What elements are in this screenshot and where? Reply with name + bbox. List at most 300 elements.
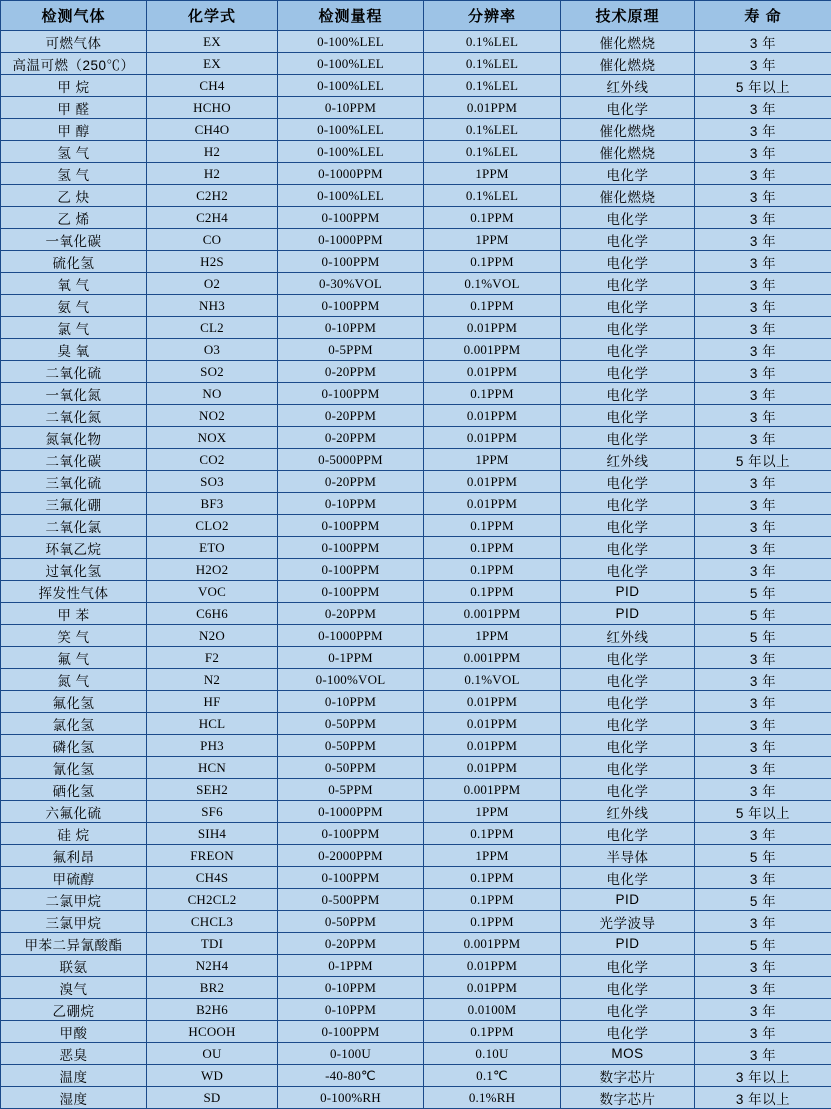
cell-resolution: 0.001PPM	[424, 339, 561, 361]
cell-resolution: 0.001PPM	[424, 779, 561, 801]
cell-lifetime: 3 年	[695, 273, 831, 295]
cell-resolution: 0.01PPM	[424, 713, 561, 735]
cell-lifetime: 3 年	[695, 185, 831, 207]
table-row	[1, 229, 831, 251]
cell-chemical-formula: HCN	[147, 757, 278, 779]
cell-detection-range: 0-100%LEL	[278, 185, 424, 207]
cell-resolution: 0.1PPM	[424, 537, 561, 559]
cell-chemical-formula: ETO	[147, 537, 278, 559]
cell-resolution: 0.1PPM	[424, 251, 561, 273]
table-row	[1, 361, 831, 383]
cell-lifetime: 5 年以上	[695, 801, 831, 823]
cell-detection-range: 0-1PPM	[278, 647, 424, 669]
table-row	[1, 405, 831, 427]
cell-chemical-formula: CHCL3	[147, 911, 278, 933]
cell-chemical-formula: OU	[147, 1043, 278, 1065]
cell-lifetime: 3 年	[695, 1043, 831, 1065]
cell-technical-principle: 红外线	[561, 801, 695, 823]
cell-technical-principle: 半导体	[561, 845, 695, 867]
cell-technical-principle: 催化燃烧	[561, 119, 695, 141]
table-row	[1, 1021, 831, 1043]
cell-chemical-formula: C6H6	[147, 603, 278, 625]
table-header	[1, 1, 831, 31]
cell-detection-range: 0-20PPM	[278, 427, 424, 449]
cell-technical-principle: 电化学	[561, 999, 695, 1021]
cell-lifetime: 3 年	[695, 647, 831, 669]
cell-lifetime: 3 年	[695, 911, 831, 933]
cell-resolution: 0.01PPM	[424, 955, 561, 977]
cell-resolution: 0.1PPM	[424, 383, 561, 405]
cell-detection-range: 0-100%LEL	[278, 31, 424, 53]
cell-lifetime: 3 年	[695, 31, 831, 53]
cell-chemical-formula: CLO2	[147, 515, 278, 537]
cell-detection-range: 0-100PPM	[278, 559, 424, 581]
table-row	[1, 75, 831, 97]
cell-detection-range: 0-50PPM	[278, 735, 424, 757]
cell-resolution: 0.1%LEL	[424, 119, 561, 141]
cell-resolution: 0.0100M	[424, 999, 561, 1021]
cell-technical-principle: PID	[561, 603, 695, 625]
cell-chemical-formula: H2	[147, 163, 278, 185]
cell-technical-principle: PID	[561, 581, 695, 603]
cell-lifetime: 3 年	[695, 691, 831, 713]
cell-chemical-formula: VOC	[147, 581, 278, 603]
cell-detection-range: 0-100%LEL	[278, 141, 424, 163]
cell-chemical-formula: WD	[147, 1065, 278, 1087]
cell-chemical-formula: SIH4	[147, 823, 278, 845]
cell-detection-range: 0-20PPM	[278, 471, 424, 493]
table-row	[1, 273, 831, 295]
table-row	[1, 845, 831, 867]
cell-resolution: 0.01PPM	[424, 471, 561, 493]
cell-detection-range: 0-100PPM	[278, 515, 424, 537]
cell-chemical-formula: CH4S	[147, 867, 278, 889]
cell-detection-range: 0-500PPM	[278, 889, 424, 911]
cell-lifetime: 3 年	[695, 779, 831, 801]
cell-gas-name: 温度	[1, 1065, 147, 1087]
cell-technical-principle: 电化学	[561, 1021, 695, 1043]
cell-lifetime: 3 年	[695, 757, 831, 779]
cell-detection-range: 0-5PPM	[278, 339, 424, 361]
cell-chemical-formula: C2H4	[147, 207, 278, 229]
cell-resolution: 0.01PPM	[424, 427, 561, 449]
cell-detection-range: 0-100PPM	[278, 1021, 424, 1043]
cell-detection-range: 0-10PPM	[278, 691, 424, 713]
cell-technical-principle: 催化燃烧	[561, 53, 695, 75]
cell-gas-name: 甲 醇	[1, 119, 147, 141]
cell-technical-principle: 电化学	[561, 669, 695, 691]
cell-lifetime: 3 年	[695, 339, 831, 361]
cell-detection-range: -40-80℃	[278, 1065, 424, 1087]
cell-technical-principle: 电化学	[561, 427, 695, 449]
cell-detection-range: 0-100PPM	[278, 823, 424, 845]
table-row	[1, 383, 831, 405]
cell-technical-principle: 电化学	[561, 361, 695, 383]
cell-lifetime: 3 年	[695, 867, 831, 889]
cell-detection-range: 0-100PPM	[278, 867, 424, 889]
cell-resolution: 0.01PPM	[424, 97, 561, 119]
table-row	[1, 141, 831, 163]
cell-chemical-formula: HCOOH	[147, 1021, 278, 1043]
cell-detection-range: 0-100%VOL	[278, 669, 424, 691]
cell-detection-range: 0-1PPM	[278, 955, 424, 977]
cell-technical-principle: PID	[561, 889, 695, 911]
cell-detection-range: 0-20PPM	[278, 405, 424, 427]
cell-chemical-formula: NOX	[147, 427, 278, 449]
cell-gas-name: 乙 烯	[1, 207, 147, 229]
cell-resolution: 0.1℃	[424, 1065, 561, 1087]
cell-chemical-formula: CL2	[147, 317, 278, 339]
cell-gas-name: 三氧化硫	[1, 471, 147, 493]
cell-technical-principle: 电化学	[561, 691, 695, 713]
cell-detection-range: 0-100PPM	[278, 207, 424, 229]
cell-gas-name: 氯 气	[1, 317, 147, 339]
cell-detection-range: 0-5PPM	[278, 779, 424, 801]
table-row	[1, 207, 831, 229]
cell-detection-range: 0-100PPM	[278, 251, 424, 273]
cell-chemical-formula: SD	[147, 1087, 278, 1109]
cell-gas-name: 氨 气	[1, 295, 147, 317]
cell-chemical-formula: O3	[147, 339, 278, 361]
cell-resolution: 0.01PPM	[424, 757, 561, 779]
cell-lifetime: 3 年	[695, 317, 831, 339]
table-row	[1, 625, 831, 647]
cell-technical-principle: 电化学	[561, 229, 695, 251]
cell-lifetime: 3 年	[695, 141, 831, 163]
cell-gas-name: 笑 气	[1, 625, 147, 647]
cell-technical-principle: 电化学	[561, 317, 695, 339]
cell-resolution: 0.1PPM	[424, 1021, 561, 1043]
cell-detection-range: 0-10PPM	[278, 999, 424, 1021]
cell-technical-principle: 电化学	[561, 823, 695, 845]
cell-technical-principle: 电化学	[561, 955, 695, 977]
cell-lifetime: 3 年	[695, 537, 831, 559]
table-row	[1, 493, 831, 515]
cell-resolution: 0.01PPM	[424, 361, 561, 383]
cell-lifetime: 5 年	[695, 845, 831, 867]
cell-lifetime: 3 年	[695, 823, 831, 845]
cell-gas-name: 过氧化氢	[1, 559, 147, 581]
table-row	[1, 889, 831, 911]
cell-technical-principle: 催化燃烧	[561, 185, 695, 207]
cell-lifetime: 3 年	[695, 53, 831, 75]
table-row	[1, 713, 831, 735]
cell-chemical-formula: O2	[147, 273, 278, 295]
cell-technical-principle: 电化学	[561, 713, 695, 735]
table-row	[1, 779, 831, 801]
cell-chemical-formula: SO2	[147, 361, 278, 383]
cell-gas-name: 硅 烷	[1, 823, 147, 845]
table-row	[1, 97, 831, 119]
table-row	[1, 1065, 831, 1087]
cell-technical-principle: 电化学	[561, 339, 695, 361]
cell-technical-principle: 电化学	[561, 867, 695, 889]
cell-gas-name: 环氧乙烷	[1, 537, 147, 559]
table-row	[1, 669, 831, 691]
cell-detection-range: 0-100PPM	[278, 581, 424, 603]
cell-detection-range: 0-10PPM	[278, 317, 424, 339]
cell-chemical-formula: EX	[147, 31, 278, 53]
cell-gas-name: 一氧化氮	[1, 383, 147, 405]
cell-technical-principle: 电化学	[561, 977, 695, 999]
column-header-resolution: 分辨率	[424, 1, 561, 31]
cell-lifetime: 3 年	[695, 977, 831, 999]
cell-chemical-formula: H2O2	[147, 559, 278, 581]
cell-gas-name: 氰化氢	[1, 757, 147, 779]
cell-technical-principle: 电化学	[561, 163, 695, 185]
cell-lifetime: 3 年以上	[695, 1065, 831, 1087]
cell-resolution: 0.01PPM	[424, 493, 561, 515]
cell-chemical-formula: SEH2	[147, 779, 278, 801]
cell-gas-name: 氟化氢	[1, 691, 147, 713]
cell-lifetime: 3 年	[695, 493, 831, 515]
cell-gas-name: 湿度	[1, 1087, 147, 1109]
cell-detection-range: 0-100PPM	[278, 537, 424, 559]
cell-technical-principle: 光学波导	[561, 911, 695, 933]
table-row	[1, 603, 831, 625]
cell-resolution: 1PPM	[424, 625, 561, 647]
cell-gas-name: 乙 炔	[1, 185, 147, 207]
cell-detection-range: 0-100U	[278, 1043, 424, 1065]
table-row	[1, 251, 831, 273]
cell-detection-range: 0-50PPM	[278, 713, 424, 735]
cell-detection-range: 0-100%LEL	[278, 75, 424, 97]
cell-lifetime: 3 年	[695, 735, 831, 757]
table-row	[1, 515, 831, 537]
table-row	[1, 537, 831, 559]
cell-detection-range: 0-10PPM	[278, 493, 424, 515]
cell-chemical-formula: N2O	[147, 625, 278, 647]
cell-technical-principle: MOS	[561, 1043, 695, 1065]
cell-chemical-formula: H2S	[147, 251, 278, 273]
cell-gas-name: 氢 气	[1, 163, 147, 185]
cell-gas-name: 氢 气	[1, 141, 147, 163]
column-header-gas: 检测气体	[1, 1, 147, 31]
cell-lifetime: 3 年	[695, 361, 831, 383]
cell-technical-principle: 数字芯片	[561, 1087, 695, 1109]
cell-gas-name: 乙硼烷	[1, 999, 147, 1021]
cell-chemical-formula: HCL	[147, 713, 278, 735]
cell-lifetime: 3 年	[695, 97, 831, 119]
table-row	[1, 1043, 831, 1065]
cell-gas-name: 氮 气	[1, 669, 147, 691]
cell-technical-principle: 电化学	[561, 471, 695, 493]
cell-chemical-formula: NO2	[147, 405, 278, 427]
cell-resolution: 0.1%LEL	[424, 31, 561, 53]
table-row	[1, 911, 831, 933]
cell-detection-range: 0-10PPM	[278, 977, 424, 999]
cell-gas-name: 二氧化碳	[1, 449, 147, 471]
cell-lifetime: 3 年	[695, 207, 831, 229]
table-header-row	[1, 1, 831, 31]
cell-detection-range: 0-1000PPM	[278, 625, 424, 647]
cell-detection-range: 0-50PPM	[278, 757, 424, 779]
cell-technical-principle: 电化学	[561, 537, 695, 559]
cell-lifetime: 5 年	[695, 625, 831, 647]
cell-chemical-formula: CO	[147, 229, 278, 251]
cell-technical-principle: 红外线	[561, 75, 695, 97]
cell-resolution: 1PPM	[424, 229, 561, 251]
cell-resolution: 0.01PPM	[424, 691, 561, 713]
cell-chemical-formula: EX	[147, 53, 278, 75]
cell-detection-range: 0-100%LEL	[278, 53, 424, 75]
cell-technical-principle: 电化学	[561, 559, 695, 581]
cell-gas-name: 臭 氧	[1, 339, 147, 361]
cell-technical-principle: 电化学	[561, 273, 695, 295]
table-row	[1, 757, 831, 779]
cell-gas-name: 氟 气	[1, 647, 147, 669]
column-header-range: 检测量程	[278, 1, 424, 31]
cell-chemical-formula: BF3	[147, 493, 278, 515]
cell-technical-principle: 电化学	[561, 515, 695, 537]
cell-technical-principle: 催化燃烧	[561, 141, 695, 163]
cell-detection-range: 0-20PPM	[278, 933, 424, 955]
cell-lifetime: 3 年	[695, 163, 831, 185]
cell-chemical-formula: H2	[147, 141, 278, 163]
table-row	[1, 449, 831, 471]
table-row	[1, 185, 831, 207]
cell-resolution: 0.001PPM	[424, 603, 561, 625]
table-row	[1, 933, 831, 955]
column-header-formula: 化学式	[147, 1, 278, 31]
cell-technical-principle: 催化燃烧	[561, 31, 695, 53]
cell-gas-name: 氯化氢	[1, 713, 147, 735]
cell-detection-range: 0-1000PPM	[278, 229, 424, 251]
cell-gas-name: 挥发性气体	[1, 581, 147, 603]
cell-detection-range: 0-50PPM	[278, 911, 424, 933]
cell-lifetime: 3 年	[695, 119, 831, 141]
cell-gas-name: 甲 苯	[1, 603, 147, 625]
cell-detection-range: 0-100PPM	[278, 383, 424, 405]
cell-gas-name: 一氧化碳	[1, 229, 147, 251]
cell-gas-name: 硫化氢	[1, 251, 147, 273]
cell-resolution: 0.01PPM	[424, 977, 561, 999]
table-row	[1, 53, 831, 75]
table-row	[1, 119, 831, 141]
cell-technical-principle: 电化学	[561, 97, 695, 119]
cell-detection-range: 0-5000PPM	[278, 449, 424, 471]
cell-gas-name: 氟利昂	[1, 845, 147, 867]
table-row	[1, 1087, 831, 1109]
cell-technical-principle: 红外线	[561, 625, 695, 647]
cell-chemical-formula: CH4	[147, 75, 278, 97]
cell-lifetime: 3 年	[695, 383, 831, 405]
cell-lifetime: 3 年	[695, 669, 831, 691]
cell-lifetime: 3 年	[695, 999, 831, 1021]
cell-lifetime: 3 年	[695, 427, 831, 449]
cell-technical-principle: 电化学	[561, 757, 695, 779]
cell-resolution: 0.1PPM	[424, 889, 561, 911]
table-row	[1, 581, 831, 603]
cell-resolution: 0.1%LEL	[424, 185, 561, 207]
cell-gas-name: 溴气	[1, 977, 147, 999]
cell-resolution: 0.1PPM	[424, 515, 561, 537]
cell-lifetime: 5 年以上	[695, 449, 831, 471]
cell-lifetime: 5 年	[695, 603, 831, 625]
cell-detection-range: 0-1000PPM	[278, 801, 424, 823]
table-row	[1, 691, 831, 713]
cell-lifetime: 3 年	[695, 251, 831, 273]
cell-chemical-formula: N2H4	[147, 955, 278, 977]
cell-resolution: 0.1%RH	[424, 1087, 561, 1109]
cell-lifetime: 3 年以上	[695, 1087, 831, 1109]
column-header-principle: 技术原理	[561, 1, 695, 31]
cell-resolution: 0.1%VOL	[424, 273, 561, 295]
cell-technical-principle: 电化学	[561, 735, 695, 757]
table-row	[1, 163, 831, 185]
cell-gas-name: 甲酸	[1, 1021, 147, 1043]
cell-chemical-formula: C2H2	[147, 185, 278, 207]
cell-gas-name: 磷化氢	[1, 735, 147, 757]
cell-chemical-formula: B2H6	[147, 999, 278, 1021]
table-row	[1, 647, 831, 669]
cell-resolution: 0.1PPM	[424, 823, 561, 845]
table-row	[1, 999, 831, 1021]
cell-resolution: 0.1%VOL	[424, 669, 561, 691]
cell-gas-name: 二氧化氮	[1, 405, 147, 427]
cell-resolution: 1PPM	[424, 801, 561, 823]
cell-lifetime: 3 年	[695, 955, 831, 977]
table-row	[1, 977, 831, 999]
cell-chemical-formula: PH3	[147, 735, 278, 757]
cell-technical-principle: 电化学	[561, 779, 695, 801]
table-row	[1, 801, 831, 823]
table-row	[1, 867, 831, 889]
cell-chemical-formula: N2	[147, 669, 278, 691]
table-row	[1, 559, 831, 581]
cell-chemical-formula: HF	[147, 691, 278, 713]
cell-gas-name: 甲 烷	[1, 75, 147, 97]
cell-resolution: 1PPM	[424, 163, 561, 185]
cell-chemical-formula: NO	[147, 383, 278, 405]
cell-lifetime: 3 年	[695, 559, 831, 581]
cell-resolution: 0.10U	[424, 1043, 561, 1065]
cell-gas-name: 氮氧化物	[1, 427, 147, 449]
table-row	[1, 735, 831, 757]
cell-detection-range: 0-30%VOL	[278, 273, 424, 295]
cell-chemical-formula: FREON	[147, 845, 278, 867]
cell-chemical-formula: SF6	[147, 801, 278, 823]
cell-lifetime: 3 年	[695, 229, 831, 251]
cell-detection-range: 0-10PPM	[278, 97, 424, 119]
cell-chemical-formula: CO2	[147, 449, 278, 471]
cell-resolution: 0.1PPM	[424, 911, 561, 933]
cell-gas-name: 氧 气	[1, 273, 147, 295]
cell-gas-name: 恶臭	[1, 1043, 147, 1065]
cell-detection-range: 0-100%LEL	[278, 119, 424, 141]
cell-gas-name: 联氨	[1, 955, 147, 977]
cell-gas-name: 六氟化硫	[1, 801, 147, 823]
cell-resolution: 0.001PPM	[424, 647, 561, 669]
table-row	[1, 427, 831, 449]
cell-lifetime: 3 年	[695, 295, 831, 317]
cell-lifetime: 5 年	[695, 581, 831, 603]
cell-lifetime: 3 年	[695, 471, 831, 493]
cell-chemical-formula: NH3	[147, 295, 278, 317]
table-body	[1, 31, 831, 1109]
cell-lifetime: 3 年	[695, 515, 831, 537]
cell-resolution: 1PPM	[424, 845, 561, 867]
cell-resolution: 0.01PPM	[424, 317, 561, 339]
cell-lifetime: 3 年	[695, 1021, 831, 1043]
cell-gas-name: 甲 醛	[1, 97, 147, 119]
cell-technical-principle: 电化学	[561, 207, 695, 229]
table-row	[1, 295, 831, 317]
cell-resolution: 0.1PPM	[424, 207, 561, 229]
table-row	[1, 339, 831, 361]
cell-resolution: 0.1%LEL	[424, 141, 561, 163]
cell-gas-name: 二氯甲烷	[1, 889, 147, 911]
